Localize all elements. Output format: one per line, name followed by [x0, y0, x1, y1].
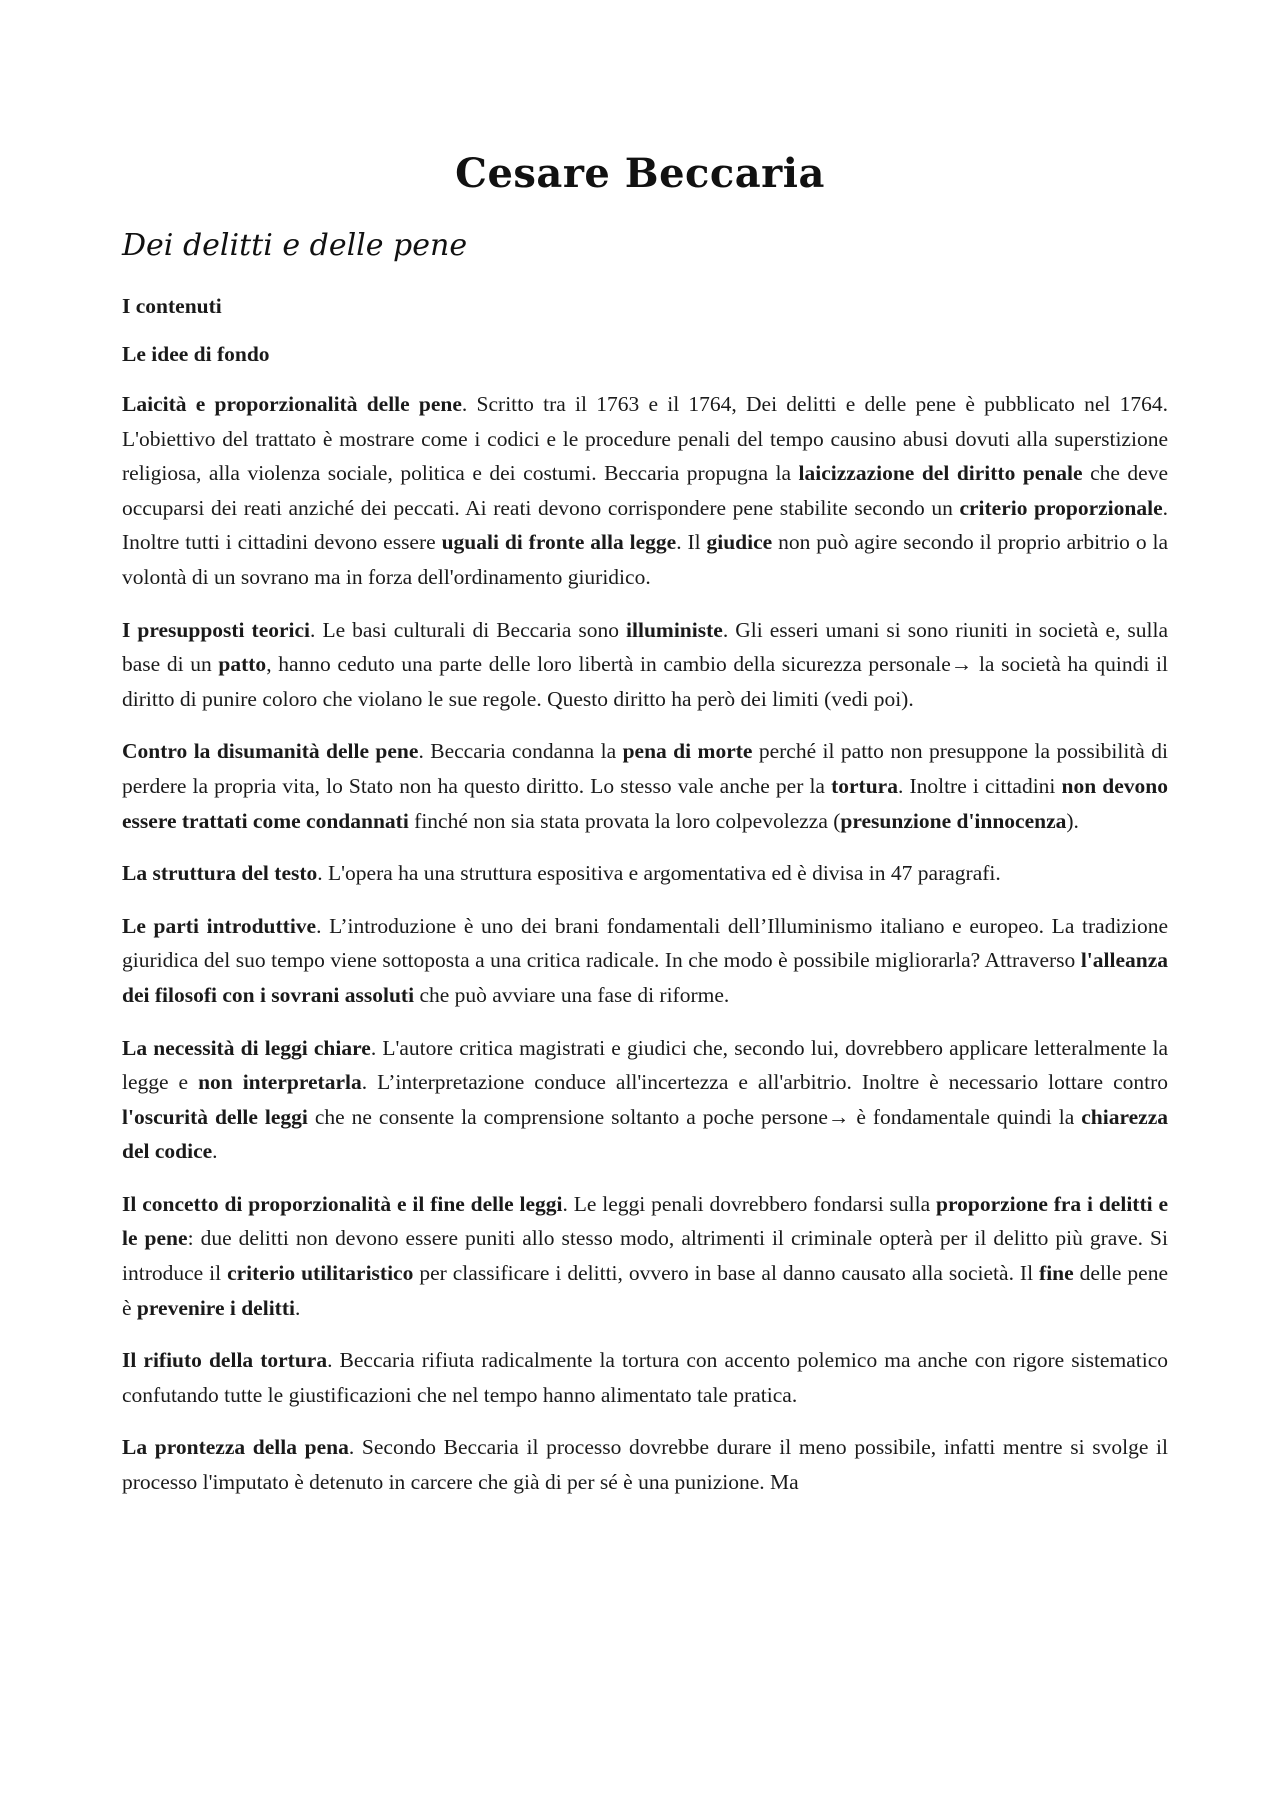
bold-phrase: fine	[1039, 1261, 1074, 1286]
paragraph-text: . Il	[676, 530, 707, 555]
bold-phrase: I presupposti teorici	[122, 617, 311, 642]
bold-phrase: illuministe	[626, 617, 723, 642]
bold-phrase: Il rifiuto della tortura	[122, 1348, 328, 1373]
paragraph-text: delle pene è	[122, 1261, 1168, 1320]
bold-phrase: laicizzazione del diritto penale	[798, 461, 1083, 486]
paragraph-text: . L'opera ha una struttura espositiva e argomentativa ed è divisa in 47 paragrafi.	[317, 861, 1001, 886]
section-heading: I contenuti	[122, 294, 222, 318]
paragraph	[122, 1343, 1168, 1412]
paragraph-text: . Scritto tra il 1763 e il 1764, Dei delitti e delle pene è pubblicato nel 1764. L'obiettivo del trattato è mostrare come i codici e le procedure penali del tempo causino abusi dovuti alla superstizione religiosa, alla violenza sociale, politica e dei costumi. Beccaria propugna la	[122, 392, 1168, 486]
bold-phrase: pena di morte	[622, 739, 753, 764]
bold-phrase: Laicità e proporzionalità delle pene	[122, 392, 462, 416]
bold-phrase: l'alleanza dei filosofi con i sovrani assoluti	[122, 948, 1168, 1007]
subsection-heading: Le idee di fondo	[122, 342, 270, 366]
paragraph-text: non può agire secondo il proprio arbitrio o la volontà di un sovrano ma in forza dell'ordinamento giuridico.	[122, 530, 1168, 589]
bold-phrase: La struttura del testo	[122, 861, 318, 886]
paragraph-text: .	[212, 1139, 218, 1164]
bold-phrase: Contro la disumanità delle pene	[122, 739, 419, 764]
bold-phrase: giudice	[706, 530, 773, 555]
paragraph-text: . Beccaria rifiuta radicalmente la tortura con accento polemico ma anche con rigore sistematico confutando tutte le giustificazioni che nel tempo hanno alimentato tale pratica.	[122, 1348, 1168, 1407]
paragraph-text: . Inoltre tutti i cittadini devono essere	[122, 495, 1169, 555]
document-subtitle: Dei delitti e delle pene	[122, 228, 468, 263]
paragraph	[122, 387, 1168, 595]
paragraph-text: . Le leggi penali dovrebbero fondarsi sulla	[562, 1191, 936, 1216]
bold-phrase: non interpretarla	[198, 1070, 362, 1095]
bold-phrase: Le parti introduttive	[122, 913, 317, 938]
paragraph	[122, 1031, 1168, 1169]
document-body	[122, 228, 1168, 1518]
bold-phrase: non devono essere trattati come condannati	[122, 773, 1168, 833]
paragraph-text: . Inoltre i cittadini	[897, 773, 1062, 798]
paragraph	[122, 613, 1168, 717]
paragraph-text: perché il patto non presuppone la possibilità di perdere la propria vita, lo Stato non ha questo diritto. Lo stesso vale anche per la	[122, 739, 1168, 798]
paragraph-text: . Beccaria condanna la	[418, 739, 623, 764]
bold-phrase: criterio proporzionale	[959, 495, 1163, 520]
paragraph-text: . L’interpretazione conduce all'incertezza e all'arbitrio. Inoltre è necessario lottare contro	[361, 1070, 1168, 1095]
paragraph-text: finché non sia stata provata la loro colpevolezza (	[408, 808, 841, 833]
paragraph-text: ).	[1066, 808, 1079, 833]
paragraph-text: . Gli esseri umani si sono riuniti in società e, sulla base di un	[122, 617, 1169, 677]
bold-phrase: chiarezza del codice	[122, 1104, 1168, 1164]
bold-phrase: l'oscurità delle leggi	[122, 1104, 308, 1129]
bold-phrase: criterio utilitaristico	[227, 1261, 414, 1286]
bold-phrase: uguali di fronte alla legge	[441, 530, 677, 555]
bold-phrase: Il concetto di proporzionalità e il fine delle leggi	[122, 1191, 563, 1216]
paragraph-text: .	[294, 1295, 301, 1320]
paragraph-text: . Le basi culturali di Beccaria sono	[310, 617, 627, 642]
paragraph	[122, 1430, 1168, 1499]
bold-phrase: La necessità di leggi chiare	[122, 1035, 371, 1060]
paragraph-text: che ne consente la comprensione soltanto a poche persone→ è fondamentale quindi la	[307, 1104, 1082, 1129]
bold-phrase: La prontezza della pena	[122, 1435, 349, 1460]
paragraph-list	[122, 387, 1168, 1500]
bold-phrase: proporzione fra i delitti e le pene	[122, 1191, 1168, 1251]
paragraph-text: . Secondo Beccaria il processo dovrebbe durare il meno possibile, infatti mentre si svolge il processo l'imputato è detenuto in carcere che già di per sé è una punizione. Ma	[122, 1435, 1168, 1495]
paragraph-text: che può avviare una fase di riforme.	[414, 982, 730, 1007]
paragraph-text: . L'autore critica magistrati e giudici che, secondo lui, dovrebbero applicare letteralmente la legge e	[122, 1035, 1168, 1095]
paragraph-text: . L’introduzione è uno dei brani fondamentali dell’Illuminismo italiano e europeo. La tradizione giuridica del suo tempo viene sottoposta a una critica radicale. In che modo è possibile migliorarla? Attraverso	[122, 913, 1168, 973]
paragraph-text: , hanno ceduto una parte delle loro libertà in cambio della sicurezza personale→ la società ha quindi il diritto di punire coloro che violano le sue regole. Questo diritto ha però dei limiti (vedi poi).	[122, 652, 1168, 711]
paragraph	[122, 856, 1168, 891]
bold-phrase: tortura	[831, 773, 898, 798]
paragraph-text: : due delitti non devono essere puniti allo stesso modo, altrimenti il criminale opterà per il delitto più grave. Si introduce il	[122, 1226, 1168, 1286]
document-title: Cesare Beccaria	[455, 150, 825, 197]
paragraph-text: per classificare i delitti, ovvero in base al danno causato alla società. Il	[413, 1261, 1040, 1286]
bold-phrase: patto	[218, 652, 267, 677]
bold-phrase: prevenire i delitti	[136, 1295, 295, 1320]
paragraph	[122, 1187, 1168, 1325]
bold-phrase: presunzione d'innocenza	[840, 808, 1067, 833]
paragraph	[122, 909, 1168, 1013]
paragraph-text: che deve occuparsi dei reati anziché dei peccati. Ai reati devono corrispondere pene stabilite secondo un	[122, 461, 1169, 520]
paragraph	[122, 734, 1168, 838]
